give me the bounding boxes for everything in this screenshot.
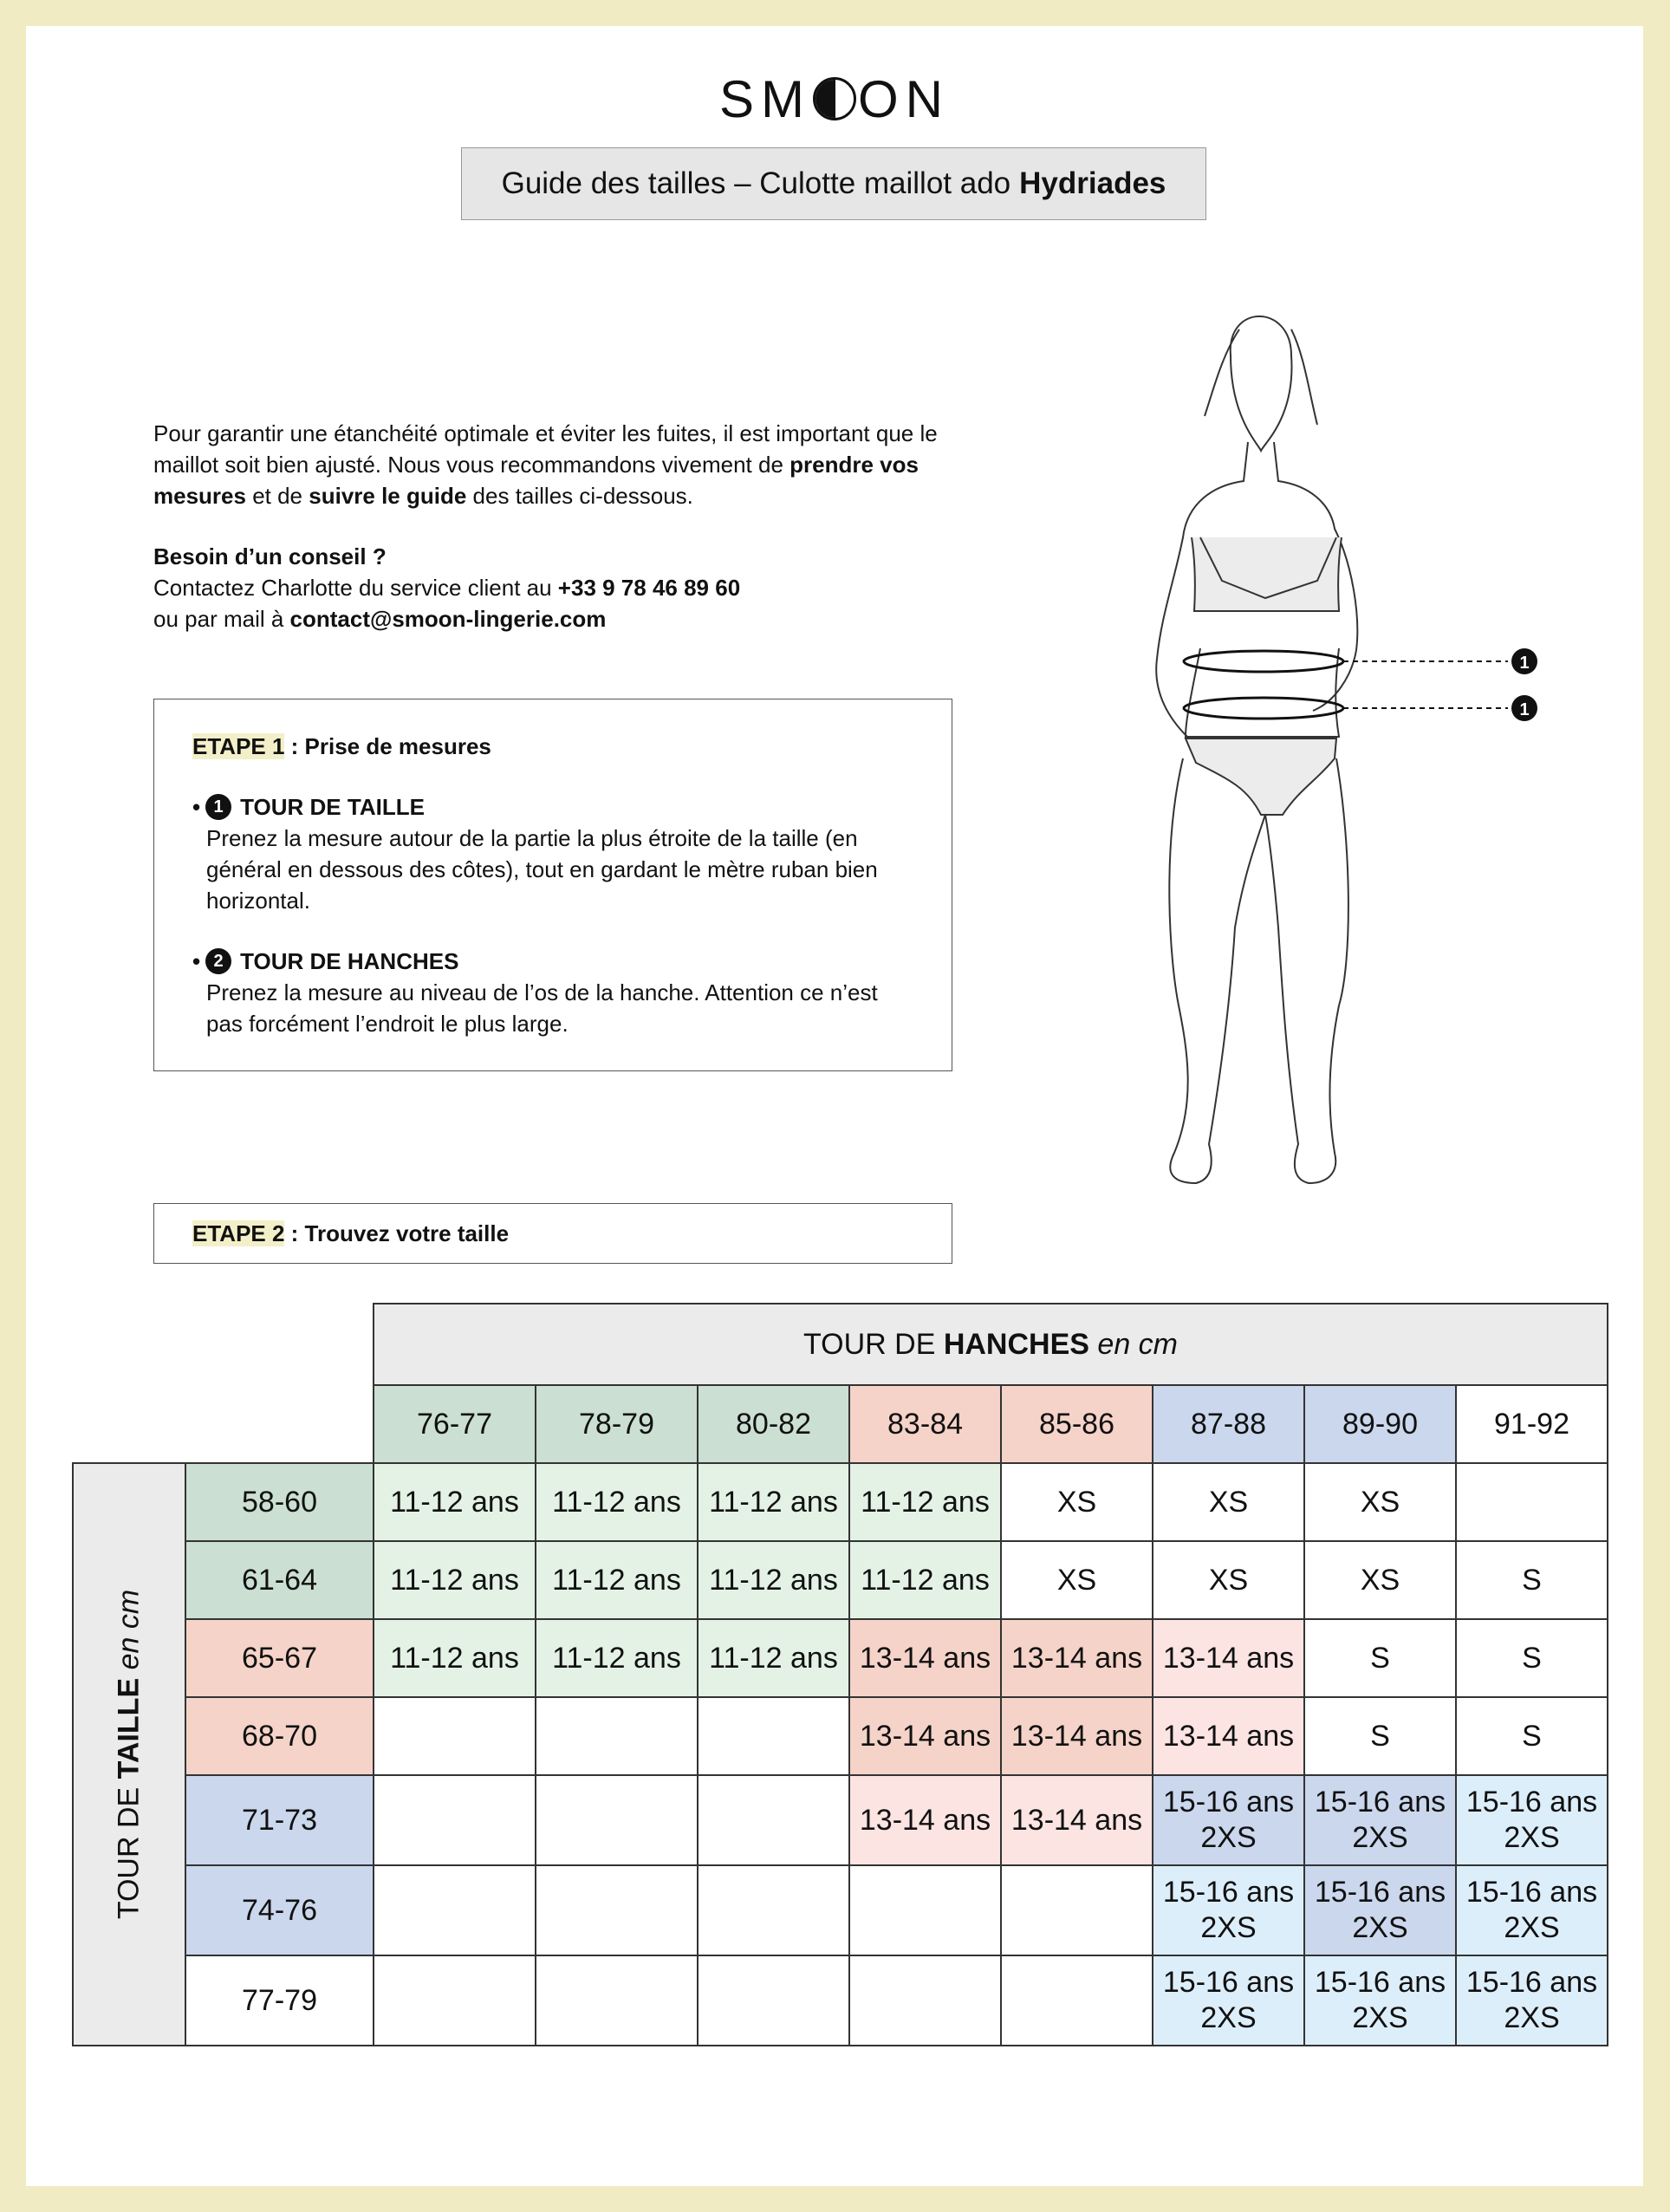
phone-link[interactable]: +33 9 78 46 89 60 (557, 575, 741, 601)
size-cell (849, 1865, 1001, 1955)
step1-item-waist (192, 791, 913, 916)
size-cell: 13-14 ans (1001, 1697, 1153, 1775)
logo-text-end: ON (858, 70, 950, 128)
intro-part: des tailles ci-dessous. (466, 483, 693, 509)
size-cell (1304, 1955, 1456, 2046)
size-cell (374, 1955, 536, 2046)
table-row (73, 1955, 1608, 2046)
hips-header-unit: en cm (1097, 1327, 1178, 1361)
item-head: • 2 TOUR DE HANCHES (192, 946, 913, 977)
size-age: 15-16 ans (1465, 1786, 1598, 1819)
hips-value: 91-92 (1456, 1385, 1608, 1463)
page-title (461, 147, 1206, 220)
size-age: 15-16 ans (1162, 1876, 1295, 1909)
intro-part: Pour garantir une étanchéité optimale et éviter les fuites, il est important que le maillot soit bien ajusté. Nous vous recommandons vivement de (153, 420, 938, 478)
size-letter: 2XS (1352, 1821, 1408, 1854)
waist-value: 65-67 (185, 1619, 374, 1697)
size-cell (536, 1775, 698, 1865)
size-cell (849, 1955, 1001, 2046)
size-cell (698, 1697, 849, 1775)
hips-value: 76-77 (374, 1385, 536, 1463)
size-cell (1153, 1775, 1304, 1865)
table-row (73, 1541, 1608, 1619)
size-cell (698, 1775, 849, 1865)
marker-2-label: 1 (1519, 700, 1530, 719)
size-letter: 2XS (1200, 1821, 1257, 1854)
size-cell (1153, 1955, 1304, 2046)
size-age: 15-16 ans (1314, 1876, 1446, 1909)
logo-text-start: SM (719, 70, 811, 128)
size-cell: 11-12 ans (374, 1619, 536, 1697)
size-cell (1456, 1463, 1608, 1541)
size-table (72, 1303, 1608, 2046)
step1-title (192, 731, 913, 762)
size-age: 15-16 ans (1465, 1966, 1598, 2000)
item-head: • 1 TOUR DE TAILLE (192, 791, 913, 823)
size-cell: XS (1001, 1463, 1153, 1541)
size-cell: 13-14 ans (1001, 1775, 1153, 1865)
size-cell (374, 1865, 536, 1955)
step1-box (153, 699, 952, 1071)
step1-label: ETAPE 1 (192, 733, 285, 759)
brand-logo (26, 69, 1643, 129)
step2-title-text: : Trouvez votre taille (284, 1220, 510, 1246)
moon-icon (813, 77, 856, 120)
contact-paragraph (153, 541, 968, 634)
size-cell: S (1304, 1697, 1456, 1775)
intro-bold-guide: suivre le guide (309, 483, 467, 509)
hips-header (374, 1304, 1608, 1385)
item-text: Prenez la mesure autour de la partie la plus étroite de la taille (en général en dessous des côtes), tout en gardant le mètre ruban bien horizontal. (206, 825, 878, 914)
waist-header-a: TOUR DE (112, 1779, 146, 1920)
step2-label: ETAPE 2 (192, 1220, 285, 1246)
step1-title-text: : Prise de mesures (284, 733, 491, 759)
item-text: Prenez la mesure au niveau de l’os de la hanche. Attention ce n’est pas forcément l’endroit le plus large. (206, 979, 878, 1037)
size-cell: XS (1153, 1463, 1304, 1541)
size-cell (374, 1697, 536, 1775)
waist-value: 68-70 (185, 1697, 374, 1775)
size-cell: 11-12 ans (849, 1541, 1001, 1619)
size-cell: XS (1153, 1541, 1304, 1619)
size-age: 15-16 ans (1162, 1786, 1295, 1819)
size-cell: XS (1304, 1541, 1456, 1619)
marker-1-label: 1 (1519, 654, 1530, 673)
size-cell: S (1456, 1697, 1608, 1775)
size-cell: 13-14 ans (849, 1697, 1001, 1775)
hips-value: 83-84 (849, 1385, 1001, 1463)
size-cell (1456, 1955, 1608, 2046)
advice-title: Besoin d’un conseil ? (153, 543, 387, 569)
body-illustration (1092, 286, 1560, 1239)
intro-bold-measure: prendre vos mesures (153, 452, 919, 509)
hips-value: 80-82 (698, 1385, 849, 1463)
table-row (73, 1697, 1608, 1775)
size-cell: 11-12 ans (374, 1541, 536, 1619)
item-title: TOUR DE TAILLE (240, 794, 425, 820)
size-age: 15-16 ans (1314, 1966, 1446, 2000)
table-row (73, 1775, 1608, 1865)
size-cell: 11-12 ans (849, 1463, 1001, 1541)
size-cell (1304, 1775, 1456, 1865)
table-row (73, 1865, 1608, 1955)
size-cell (1456, 1865, 1608, 1955)
size-cell (698, 1865, 849, 1955)
intro-paragraph (153, 418, 968, 511)
waist-tape-icon (1184, 651, 1343, 672)
size-guide-page (26, 26, 1643, 2186)
size-cell: XS (1001, 1541, 1153, 1619)
title-product: Hydriades (1019, 166, 1166, 200)
size-cell (1001, 1865, 1153, 1955)
hips-values-row (73, 1385, 1608, 1463)
size-letter: 2XS (1200, 1911, 1257, 1944)
size-age: 15-16 ans (1314, 1786, 1446, 1819)
size-letter: 2XS (1504, 2001, 1560, 2034)
size-cell: 13-14 ans (1001, 1619, 1153, 1697)
size-letter: 2XS (1352, 2001, 1408, 2034)
step2-title (192, 1220, 509, 1247)
size-cell (1001, 1955, 1153, 2046)
hips-value: 89-90 (1304, 1385, 1456, 1463)
size-cell: 13-14 ans (849, 1775, 1001, 1865)
title-text: Guide des tailles – Culotte maillot ado (501, 166, 1011, 200)
size-cell: 11-12 ans (698, 1541, 849, 1619)
contact-text: Contactez Charlotte du service client au (153, 575, 558, 601)
waist-value: 77-79 (185, 1955, 374, 2046)
size-cell: S (1304, 1619, 1456, 1697)
hips-header-row (73, 1304, 1608, 1385)
size-cell: 13-14 ans (1153, 1697, 1304, 1775)
size-age: 15-16 ans (1162, 1966, 1295, 2000)
waist-value: 58-60 (185, 1463, 374, 1541)
size-letter: 2XS (1200, 2001, 1257, 2034)
waist-value: 61-64 (185, 1541, 374, 1619)
intro-part: et de (245, 483, 309, 509)
size-cell (1456, 1775, 1608, 1865)
size-cell: 11-12 ans (374, 1463, 536, 1541)
waist-header-b: TAILLE (112, 1677, 146, 1779)
size-cell: 11-12 ans (536, 1463, 698, 1541)
item-title: TOUR DE HANCHES (240, 948, 459, 974)
waist-header (73, 1463, 185, 2046)
size-cell: 13-14 ans (849, 1619, 1001, 1697)
size-cell: 11-12 ans (698, 1619, 849, 1697)
size-cell: 11-12 ans (698, 1463, 849, 1541)
table-row (73, 1619, 1608, 1697)
number-1-icon: 1 (205, 794, 231, 820)
size-letter: 2XS (1352, 1911, 1408, 1944)
size-cell: S (1456, 1619, 1608, 1697)
hips-header-b: HANCHES (943, 1327, 1089, 1361)
size-cell: 11-12 ans (536, 1541, 698, 1619)
size-cell (536, 1697, 698, 1775)
step2-box (153, 1203, 952, 1264)
table-row (73, 1463, 1608, 1541)
size-cell (1304, 1865, 1456, 1955)
hips-value: 85-86 (1001, 1385, 1153, 1463)
email-link[interactable]: contact@smoon-lingerie.com (289, 606, 607, 632)
waist-value: 74-76 (185, 1865, 374, 1955)
size-cell: 11-12 ans (536, 1619, 698, 1697)
number-2-icon: 2 (205, 948, 231, 974)
size-cell: 13-14 ans (1153, 1619, 1304, 1697)
waist-header-unit: en cm (112, 1589, 146, 1670)
size-letter: 2XS (1504, 1821, 1560, 1854)
size-cell: XS (1304, 1463, 1456, 1541)
mail-text: ou par mail à (153, 606, 290, 632)
waist-value: 71-73 (185, 1775, 374, 1865)
step1-item-hips (192, 946, 913, 1039)
intro-text (153, 418, 968, 664)
size-letter: 2XS (1504, 1911, 1560, 1944)
size-cell (536, 1865, 698, 1955)
size-cell: S (1456, 1541, 1608, 1619)
empty-corner (73, 1304, 374, 1385)
hips-header-a: TOUR DE (803, 1327, 944, 1361)
waist-header-text (112, 1590, 147, 1919)
size-cell (536, 1955, 698, 2046)
size-cell (374, 1775, 536, 1865)
size-age: 15-16 ans (1465, 1876, 1598, 1909)
hips-value: 78-79 (536, 1385, 698, 1463)
size-cell (1153, 1865, 1304, 1955)
body-outline-icon (1156, 316, 1357, 1183)
empty-corner (73, 1385, 374, 1463)
size-cell (698, 1955, 849, 2046)
hips-value: 87-88 (1153, 1385, 1304, 1463)
